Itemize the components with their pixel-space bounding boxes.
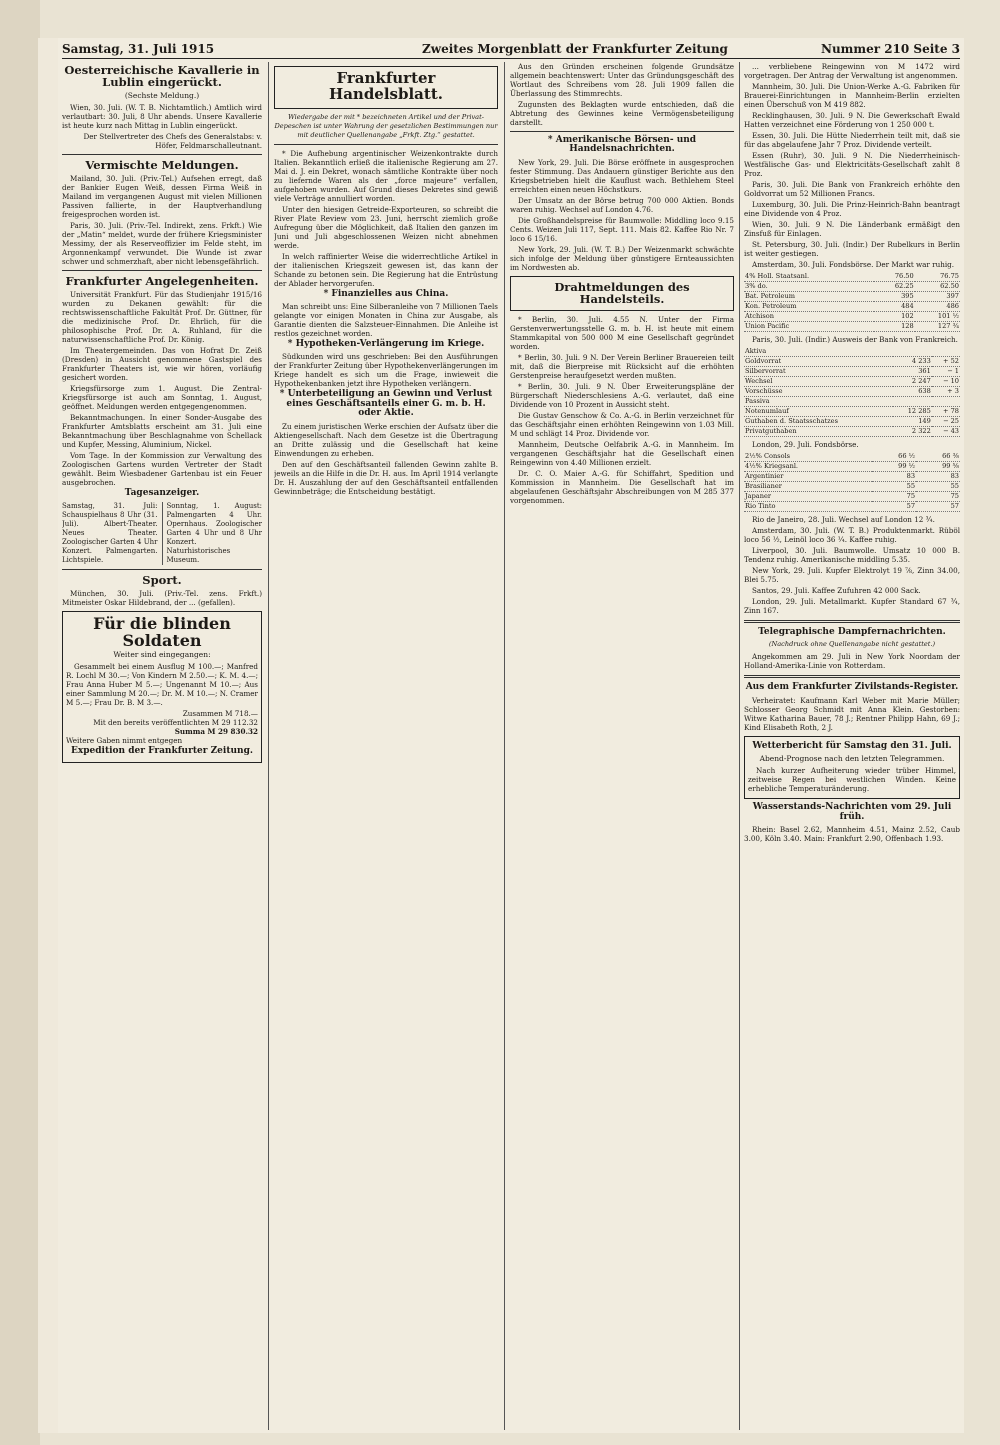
article-lublin-body: Wien, 30. Juli. (W. T. B. Nichtamtlich.) Amtlich wird verlautbart: 30. Juli, 8 Uhr abends. Unsere Kavallerie ist heute kurz nach Mittag in Lublin eingerückt.: [62, 103, 262, 131]
headline-china: * Finanzielles aus China.: [323, 288, 449, 299]
handelsblatt-title-box: [274, 66, 498, 109]
article-c4-7: Luxemburg, 30. Juli. Die Prinz-Heinrich-Bahn beantragt eine Dividende von 4 Proz.: [744, 200, 960, 218]
table-cell: + 78: [932, 407, 960, 417]
table-cell: Notenumlauf: [744, 407, 893, 417]
article-c4-9: St. Petersburg, 30. Juli. (Indir.) Der Rubelkurs in Berlin ist weiter gestiegen.: [744, 240, 960, 258]
article-amerika-4: New York, 29. Juli. (W. T. B.) Der Weizenmarkt schwächte sich infolge der Meldung über günstigere Ernteaussichten im Nordwesten ab.: [510, 244, 734, 272]
table-cell: 397: [915, 292, 960, 302]
separator: [744, 675, 960, 678]
article-vermischte-2: Paris, 30. Juli. (Priv.-Tel. Indirekt, zens. Frkft.) Wie der „Matin“ meldet, wurde der frühere Kriegsminister Messimy, der als Reserveoffizier im Felde steht, im Argonnenkampf verwundet. Die Wunde ist zwar schwer und schmerzhaft, aber nicht lebensgefährlich.: [62, 221, 262, 267]
table-cell: Guthaben d. Staatsschatzes: [744, 417, 893, 427]
article-sport: München, 30. Juli. (Priv.-Tel. zens. Frkft.) Mitmeister Oskar Hildebrand, der ... (gefallen).: [62, 588, 262, 607]
table-row: [744, 357, 960, 367]
table-cell: 2½% Consols: [744, 452, 872, 462]
article-vermischte-1: Mailand, 30. Juli. (Priv.-Tel.) Aufsehen erregt, daß der Bankier Eugen Weiß, dessen Firma Weiß in Mailand im vergangenen August mit vielen Millionen Passiven fallierte, in der Hauptverhandlung freigesprochen worden ist.: [62, 174, 262, 220]
paris-table: [744, 347, 960, 437]
table-cell: 62.25: [874, 282, 915, 292]
table-row: [744, 387, 960, 397]
table-cell: Silbervorrat: [744, 367, 893, 377]
article-draht-1: * Berlin, 30. Juli. 4.55 N. Unter der Firma Gerstenverwertungsstelle G. m. b. H. ist heute mit einem Stammkapital von 500 000 M eine Gesellschaft gegründet worden.: [510, 315, 734, 351]
amsterdam-table: [744, 272, 960, 332]
article-draht-5: Mannheim, Deutsche Oelfabrik A.-G. in Mannheim. Im vergangenen Geschäftsjahr hat die Gesellschaft einen Reingewinn von 4.40 Millionen erzielt.: [510, 440, 734, 467]
table-row: [744, 427, 960, 437]
masthead: [62, 40, 960, 59]
table-cell: Atchison: [744, 312, 874, 322]
article-c4-3: Recklinghausen, 30. Juli. 9 N. Die Gewerkschaft Ewald Hatten verzeichnet eine Förderung von 1 250 000 t.: [744, 111, 960, 129]
headline-unterbeteiligung: * Unterbeteiligung an Gewinn und Verlust eines Geschäftsanteils einer G. m. b. H. oder Aktie.: [279, 389, 493, 419]
table-cell: 57: [872, 502, 916, 512]
separator: [62, 154, 262, 155]
table-cell: 101 ½: [915, 312, 960, 322]
table-cell: 55: [872, 482, 916, 492]
separator: [62, 569, 262, 570]
table-row: [744, 377, 960, 387]
masthead-date: Samstag, 31. Juli 1915: [62, 42, 215, 56]
headline-lublin: Oesterreichische Kavallerie in Lublin eingerückt.: [64, 63, 260, 90]
santos-report: Santos, 29. Juli. Kaffee Zufuhren 42 000 Sack.: [752, 586, 921, 595]
blind-soldiers-expedition: Expedition der Frankfurter Zeitung.: [71, 745, 253, 756]
column-rule: [504, 62, 505, 1430]
table-cell: 55: [916, 482, 960, 492]
newyork-metals: New York, 29. Juli. Kupfer Elektrolyt 19 ⅞, Zinn 34.00, Blei 5.75.: [744, 566, 960, 584]
table-row: [744, 367, 960, 377]
dampfer-body: Angekommen am 29. Juli in New York Noordam der Holland-Amerika-Linie von Rotterdam.: [744, 652, 960, 671]
table-row: [744, 302, 960, 312]
zivilstand-body: Verheiratet: Kaufmann Karl Weber mit Marie Müller; Schlosser Georg Schmidt mit Anna Klein. Gestorben: Witwe Katharina Bauer, 78 J.; Rentner Philipp Hahn, 69 J.; Kind Elisabeth Roth, 2 J.: [744, 695, 960, 732]
table-cell: Vorschüsse: [744, 387, 893, 397]
headline-lublin-sub: (Sechste Meldung.): [124, 91, 200, 101]
table-cell: 66 ⅜: [916, 452, 960, 462]
table-cell: Japaner: [744, 492, 872, 502]
london-table: [744, 452, 960, 512]
table-cell: 484: [874, 302, 915, 312]
table-cell: [932, 397, 960, 407]
table-cell: − 25: [932, 417, 960, 427]
headline-wetter: Wetterbericht für Samstag den 31. Juli.: [752, 740, 952, 751]
article-unterbeteiligung-1: Zu einem juristischen Werke erschien der Aufsatz über die Aktiengesellschaft. Nach dem Gesetze ist die Übertragung an Dritte zulässig und die Gesellschaft hat keine Einwendungen zu erheben.: [274, 421, 498, 458]
article-frankfurter-4: Bekanntmachungen. In einer Sonder-Ausgabe des Frankfurter Amtsblatts erscheint am 31. Juli eine Bekanntmachung über Beschlagnahme von Schellack und Kupfer, Messing, Aluminium, Nickel.: [62, 413, 262, 450]
table-cell: Passiva: [744, 397, 893, 407]
table-row: [744, 407, 960, 417]
table-cell: 127 ¾: [915, 322, 960, 332]
binding-strip: [0, 0, 40, 1445]
amsterdam-products: Amsterdam, 30. Juli. (W. T. B.) Produktenmarkt. Rüböl loco 56 ½, Leinöl loco 36 ¼. Kaffee ruhig.: [744, 526, 960, 544]
table-cell: Union Pacific: [744, 322, 874, 332]
article-cont-2: Zugunsten des Beklagten wurde entschieden, daß die Abtretung des Gewinnes keine Vermögensbeteiligung darstellt.: [510, 100, 734, 127]
article-c4-5: Essen (Ruhr), 30. Juli. 9 N. Die Niederrheinisch-Westfälische Gas- und Elektricitäts-Gesellschaft zahlt 8 Proz.: [744, 151, 960, 178]
table-row: [744, 417, 960, 427]
table-cell: 83: [872, 472, 916, 482]
table-cell: Rio Tinto: [744, 502, 872, 512]
article-frankfurter-2: Im Theatergemeinden. Das von Hofrat Dr. Zeiß (Dresden) in Aussicht genommene Gastspiel des Frankfurter Theaters ist, wie wir hören, vorläufig gesichert worden.: [62, 346, 262, 383]
separator: [62, 270, 262, 271]
weather-box: [744, 736, 960, 799]
table-cell: 12 285: [893, 407, 932, 417]
table-row: [744, 397, 960, 407]
table-cell: − 10: [932, 377, 960, 387]
table-cell: [893, 397, 932, 407]
headline-zivilstand: Aus dem Frankfurter Zivilstands-Register.: [745, 682, 959, 693]
table-cell: Aktiva: [744, 347, 893, 357]
table-cell: 62.50: [915, 282, 960, 292]
article-weizenkontrakte-3: In welch raffinierter Weise die widerrechtliche Artikel in der italienischen Kriegszeit gewesen ist, das kann der Schande zu betonen sein. Die Regierung hat die Entrüstung der Ablader hervorgerufen.: [274, 251, 498, 288]
amsterdam-title: Amsterdam, 30. Juli. Fondsbörse. Der Markt war ruhig.: [752, 260, 955, 269]
column-2: [274, 62, 498, 1430]
table-row: [744, 272, 960, 282]
article-unterbeteiligung-2: Den auf den Geschäftsanteil fallenden Gewinn zahlte B. jeweils an die Hilfe in die Dr. H. aus. Im April 1914 verlangte Dr. H. Auszahlung der auf den Geschäftsanteil entfallenden Gewinnbeträge; die Entscheidung bestätigt.: [274, 459, 498, 496]
table-cell: 99 ½: [872, 462, 916, 472]
table-cell: 361: [893, 367, 932, 377]
table-cell: − 43: [932, 427, 960, 437]
table-row: [744, 322, 960, 332]
rio-report: Rio de Janeiro, 28. Juli. Wechsel auf London 12 ¾.: [752, 515, 935, 524]
table-cell: 4 233: [893, 357, 932, 367]
masthead-title: Zweites Morgenblatt der Frankfurter Zeitung: [422, 42, 728, 56]
article-draht-4: Die Gustav Genschow & Co. A.-G. in Berlin verzeichnet für das Geschäftsjahr einen erhöhten Reingewinn von 1.03 Mill. M und schlägt 14 Proz. Dividende vor.: [510, 411, 734, 438]
table-row: [744, 347, 960, 357]
table-cell: 76.50: [874, 272, 915, 282]
table-cell: 638: [893, 387, 932, 397]
headline-tagesanzeiger: Tagesanzeiger.: [124, 488, 200, 499]
drahtmeldungen-title-box: [510, 276, 734, 311]
article-frankfurter-5: Vom Tage. In der Kommission zur Verwaltung des Zoologischen Gartens wurden Vertreter der Stadt gewählt. Beim Wiesbadener Gartenbau ist ein Feuer ausgebrochen.: [62, 451, 262, 488]
table-row: [744, 282, 960, 292]
headline-frankfurter: Frankfurter Angelegenheiten.: [65, 274, 259, 289]
table-cell: Brasilianer: [744, 482, 872, 492]
table-cell: 99 ⅝: [916, 462, 960, 472]
separator: [274, 144, 498, 145]
table-cell: Argentinier: [744, 472, 872, 482]
headline-sport: Sport.: [142, 572, 182, 587]
liverpool-report: Liverpool, 30. Juli. Baumwolle. Umsatz 10 000 B. Tendenz ruhig. Amerikanische middling 5.35.: [744, 546, 960, 564]
table-cell: 2 247: [893, 377, 932, 387]
headline-handelsblatt: Frankfurter Handelsblatt.: [329, 69, 443, 103]
headline-vermischte: Vermischte Meldungen.: [85, 158, 239, 173]
table-row: [744, 472, 960, 482]
article-frankfurter-1: Universität Frankfurt. Für das Studienjahr 1915/16 wurden zu Dekanen gewählt: für die rechtswissenschaftliche Fakultät Prof. Dr. Güttner, für die medizinische Prof. Dr. Ehrlich, für die philosophische Prof. Dr. A. Ruhland, für die naturwissenschaftliche Prof. Dr. König.: [62, 290, 262, 345]
table-cell: 66 ½: [872, 452, 916, 462]
london-metals: London, 29. Juli. Metallmarkt. Kupfer Standard 67 ¾, Zinn 167.: [744, 597, 960, 615]
masthead-page-number: Nummer 210 Seite 3: [820, 42, 960, 56]
article-draht-3: * Berlin, 30. Juli. 9 N. Über Erweiterungspläne der Bürgerschaft Niederschlesiens A.-G. verlautet, daß eine Dividende von 10 Prozent in Aussicht steht.: [510, 382, 734, 409]
article-frankfurter-3: Kriegsfürsorge zum 1. August. Die Zentral-Kriegsfürsorge ist auch am Sonntag, 1. August, geöffnet. Meldungen werden entgegengenommen.: [62, 384, 262, 412]
table-cell: [932, 347, 960, 357]
separator: [510, 131, 734, 132]
article-draht-6: Dr. C. O. Maier A.-G. für Schiffahrt, Spedition und Kommission in Mannheim. Die Gesellschaft hat im abgelaufenen Geschäftsjahr Abschreibungen von M 285 377 vorgenommen.: [510, 469, 734, 505]
article-hypotheken: Südkunden wird uns geschrieben: Bei den Ausführungen der Frankfurter Zeitung über Hypothekenverlängerungen im Kriege handelt es sich um die Frage, inwieweit die Hypothekenbanken jetzt ihre Hypotheken verlängern.: [274, 352, 498, 389]
article-lublin-signature: Der Stellvertreter des Chefs des Generalstabs: v. Höfer, Feldmarschalleutnant.: [83, 132, 262, 151]
table-cell: 486: [915, 302, 960, 312]
wetter-body: Nach kurzer Aufheiterung wieder trüber Himmel, zeitweise Regen bei westlichen Winden. Keine erhebliche Temperaturänderung.: [748, 766, 956, 794]
article-c4-2: Mannheim, 30. Juli. Die Union-Werke A.-G. Fabriken für Brauerei-Einrichtungen in Mannheim-Berlin erzielten einen Überschuß von M 419 882.: [744, 82, 960, 109]
table-row: [744, 492, 960, 502]
article-amerika-1: New York, 29. Juli. Die Börse eröffnete in ausgesprochen fester Stimmung. Das Andauern günstiger Berichte aus den Kriegsbetrieben hielt die Kauflust wach. Bethlehem Steel erreichten einen neuen Höchstkurs.: [510, 157, 734, 194]
table-cell: 76.75: [915, 272, 960, 282]
article-amerika-2: Der Umsatz an der Börse betrug 700 000 Aktien. Bonds waren ruhig. Wechsel auf London 4.76.: [510, 195, 734, 214]
table-cell: 83: [916, 472, 960, 482]
table-cell: 57: [916, 502, 960, 512]
table-cell: 3% do.: [744, 282, 874, 292]
table-cell: 4½% Kriegsanl.: [744, 462, 872, 472]
table-cell: 2 322: [893, 427, 932, 437]
table-cell: [893, 347, 932, 357]
wasserstand-body: Rhein: Basel 2.62, Mannheim 4.51, Mainz 2.52, Caub 3.00, Köln 3.40. Main: Frankfurt 2.90, Offenbach 1.93.: [744, 825, 960, 844]
blind-soldiers-box: [62, 611, 262, 764]
table-cell: 4% Holl. Staatsanl.: [744, 272, 874, 282]
article-amerika-3: Die Großhandelspreise für Baumwolle: Middling loco 9.15 Cents. Weizen Juli 117, Sept. 111. Mais 82. Kaffee Rio Nr. 7 loco 6 15/16.: [510, 215, 734, 243]
headline-hypotheken: * Hypotheken-Verlängerung im Kriege.: [287, 338, 485, 349]
table-cell: 128: [874, 322, 915, 332]
article-c4-1: ... verbliebene Reingewinn von M 1472 wird vorgetragen. Der Antrag der Verwaltung ist angenommen.: [744, 62, 960, 80]
table-cell: 75: [916, 492, 960, 502]
article-c4-8: Wien, 30. Juli. 9 N. Die Länderbank ermäßigt den Zinsfuß für Einlagen.: [744, 220, 960, 238]
column-rule: [268, 62, 269, 1430]
article-c4-4: Essen, 30. Juli. Die Hütte Niederrhein teilt mit, daß sie für das abgelaufene Jahr 7 Proz. Dividende verteilt.: [744, 131, 960, 149]
headline-wasserstand: Wasserstands-Nachrichten vom 29. Juli früh.: [752, 802, 952, 822]
column-4: [744, 62, 960, 1430]
table-cell: 102: [874, 312, 915, 322]
table-cell: Bat. Petroleum: [744, 292, 874, 302]
article-cont-1: Aus den Gründen erscheinen folgende Grundsätze allgemein beachtenswert: Unter das Gründungsgeschäft des Wortlaut des Schreibens vom 28. Juli 1909 fallen die Überlassung des Stimmrechts.: [510, 62, 734, 98]
dampfer-note: (Nachdruck ohne Quellenangabe nicht gestattet.): [768, 640, 936, 649]
paris-title: Paris, 30. Juli. (Indir.) Ausweis der Bank von Frankreich.: [752, 335, 958, 344]
table-row: [744, 292, 960, 302]
blind-soldiers-sum1: Zusammen M 718.—: [182, 708, 258, 718]
table-cell: + 3: [932, 387, 960, 397]
table-cell: 75: [872, 492, 916, 502]
article-china: Man schreibt uns: Eine Silberanleihe von 7 Millionen Taels gelangte vor einigen Monaten in China zur Ausgabe, als Garantie dienten die Salzsteuer-Einnahmen. Die Anleihe ist restlos gezeichnet worden.: [274, 301, 498, 338]
article-draht-2: * Berlin, 30. Juli. 9 N. Der Verein Berliner Brauereien teilt mit, daß die Bierpreise mit Rücksicht auf die erhöhten Gerstenpreise heraufgesetzt werden mußten.: [510, 353, 734, 380]
separator: [744, 620, 960, 623]
table-row: [744, 482, 960, 492]
table-cell: Wechsel: [744, 377, 893, 387]
wetter-sub: Abend-Prognose nach den letzten Telegrammen.: [759, 754, 945, 764]
blind-soldiers-foot: Weitere Gaben nimmt entgegen: [66, 735, 183, 745]
table-cell: Goldvorrat: [744, 357, 893, 367]
table-row: [744, 312, 960, 322]
table-row: [744, 502, 960, 512]
blind-soldiers-sub: Weiter sind eingegangen:: [113, 649, 211, 659]
blind-soldiers-sum2: Mit den bereits veröffentlichten M 29 112.32: [93, 717, 258, 727]
column-1: [62, 62, 262, 1430]
article-c4-6: Paris, 30. Juli. Die Bank von Frankreich erhöhte den Goldvorrat um 52 Millionen Francs.: [744, 180, 960, 198]
table-cell: 395: [874, 292, 915, 302]
table-cell: + 52: [932, 357, 960, 367]
table-row: [744, 462, 960, 472]
headline-dampfer: Telegraphische Dampfernachrichten.: [758, 627, 946, 637]
tagesanzeiger-left: Samstag, 31. Juli: Schauspielhaus 8 Uhr (31. Juli). Albert-Theater. Neues Theater. Zoologischer Garten 4 Uhr Konzert. Palmengarten. Lichtspiele.: [62, 501, 158, 564]
handelsblatt-note: Wiedergabe der mit * bezeichneten Artikel und der Privat-Depeschen ist unter Wahrung der gesetzlichen Bestimmungen nur mit deutlicher Quellenangabe „Frkft. Ztg.“ gestattet.: [274, 112, 498, 139]
table-cell: 149: [893, 417, 932, 427]
blind-soldiers-total: Summa M 29 830.32: [174, 726, 258, 736]
tagesanzeiger-right: Sonntag, 1. August: Palmengarten 4 Uhr. Opernhaus. Zoologischer Garten 4 Uhr und 8 Uhr Konzert. Naturhistorisches Museum.: [166, 501, 262, 564]
headline-drahtmeldungen: Drahtmeldungen des Handelsteils.: [554, 279, 690, 306]
headline-blind-soldiers: Für die blinden Soldaten: [93, 613, 231, 651]
london-title: London, 29. Juli. Fondsbörse.: [752, 440, 859, 449]
column-rule: [739, 62, 740, 1430]
article-weizenkontrakte-1: * Die Aufhebung argentinischer Weizenkontrakte durch Italien. Bekanntlich erließ die italienische Regierung am 27. Mai d. J. ein Dekret, wonach sämtliche Kontrakte über noch zu liefernde Waren als der „force majeure“ verfallen, aufgehoben wurden. Auf Grund dieses Dekretes sind gewiß viele Verträge annulliert worden.: [274, 148, 498, 203]
article-weizenkontrakte-2: Unter den hiesigen Getreide-Exporteuren, so schreibt die River Plate Review vom 23. Juni, herrscht ziemlich große Aufregung über die Möglichkeit, daß Italien den ganzen im Juni und Juli abgeschlossenen Weizen nicht abnehmen werde.: [274, 204, 498, 250]
table-row: [744, 452, 960, 462]
column-3: [510, 62, 734, 1430]
blind-soldiers-list: Gesammelt bei einem Ausflug M 100.—; Manfred R. Lochl M 30.—; Von Kindern M 2.50.—; K. M. 4.—; Frau Anna Huber M 5.—; Ungenannt M 10.—; Aus einer Sammlung M 20.—; Dr. M. M 10.—; N. Cramer M 5.—; Frau Dr. B. M 3.—.: [66, 661, 258, 707]
table-cell: Privatguthaben: [744, 427, 893, 437]
table-cell: − 1: [932, 367, 960, 377]
headline-amerikanische: * Amerikanische Börsen- und Handelsnachrichten.: [547, 135, 697, 155]
table-cell: Kon. Petroleum: [744, 302, 874, 312]
